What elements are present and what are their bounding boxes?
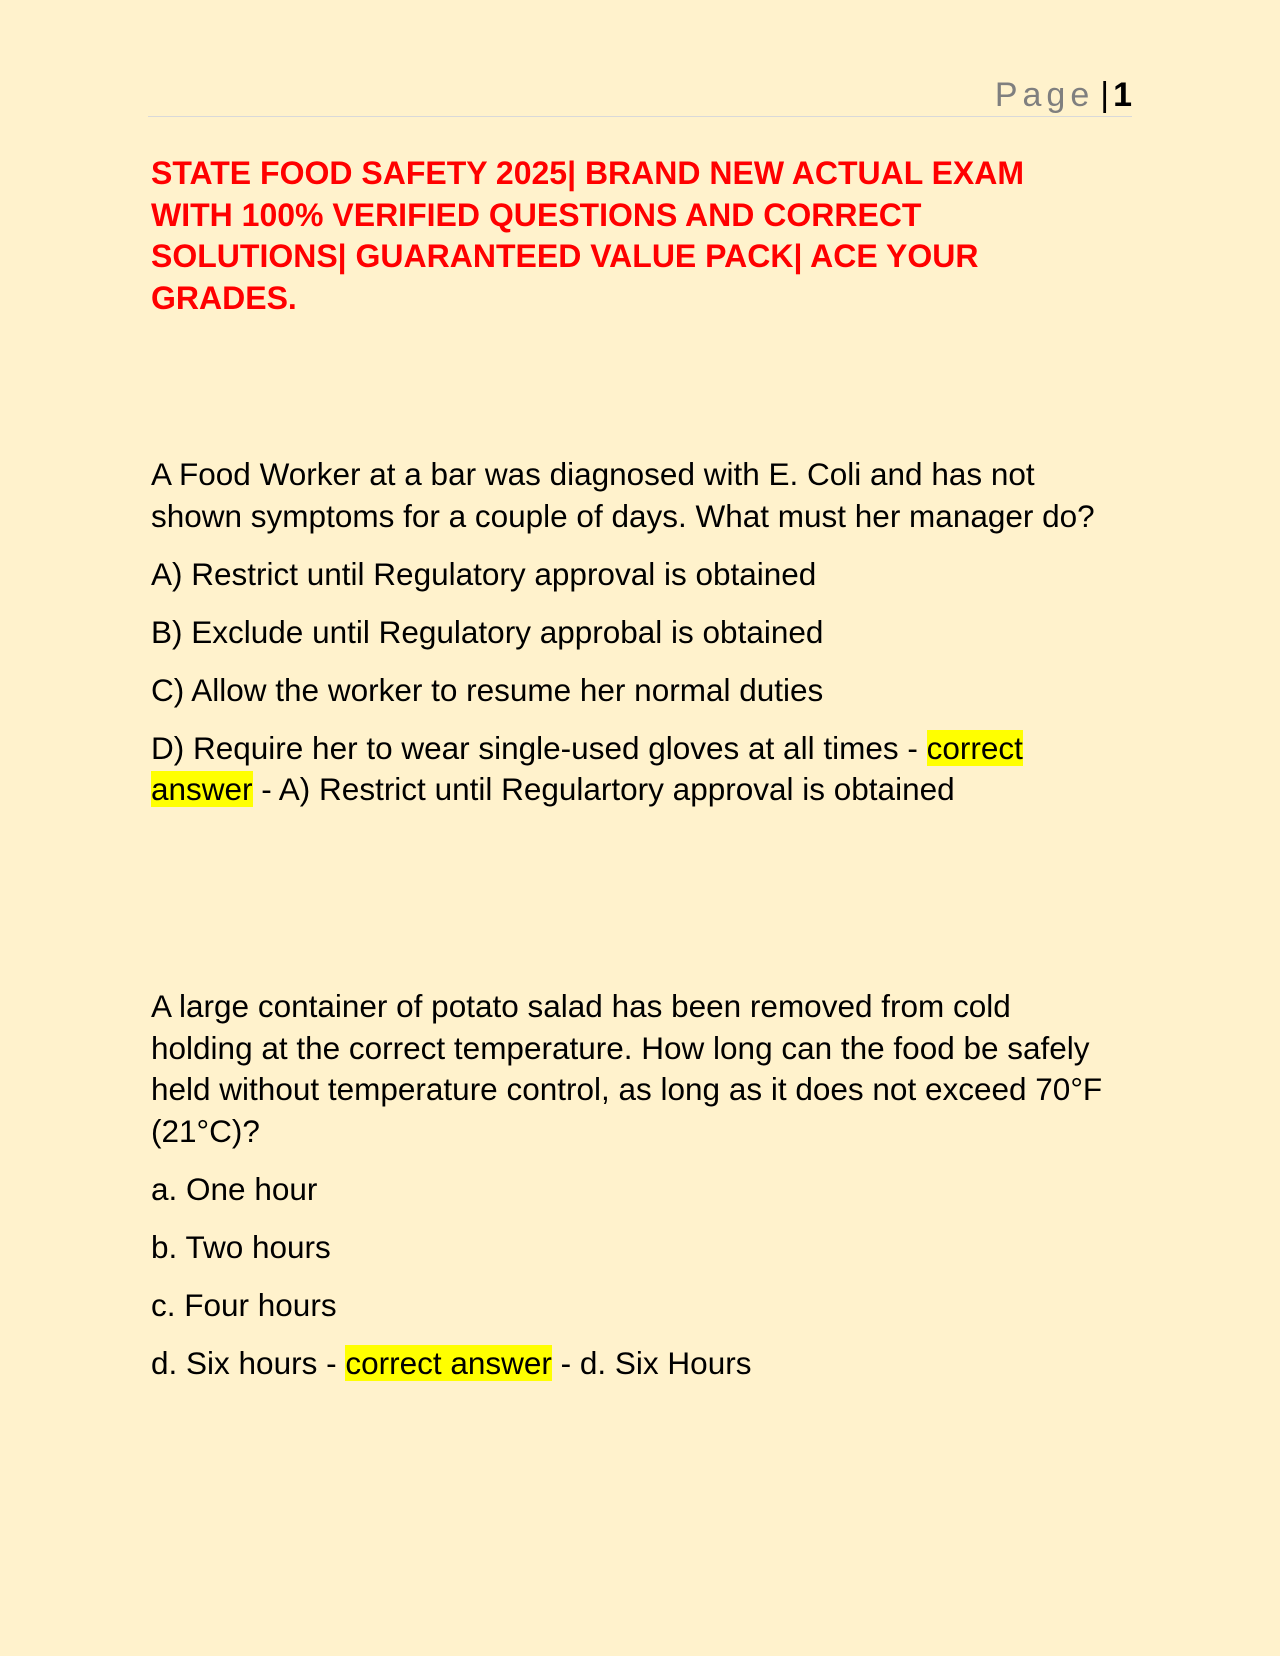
question-block-1 bbox=[151, 454, 1111, 811]
correct-answer-highlight: correct answer bbox=[345, 1344, 552, 1381]
page-number-label bbox=[995, 74, 1132, 116]
option-a: a. One hour bbox=[151, 1170, 318, 1207]
correct-answer-highlight: correct answer bbox=[151, 729, 1023, 807]
answer-options bbox=[151, 1169, 1111, 1385]
question-text: A Food Worker at a bar was diagnosed with E. Coli and has not shown symptoms for a couple of days. What must her manager do? bbox=[151, 456, 1095, 534]
option-d: d. Six hours - bbox=[151, 1344, 346, 1381]
option-a: A) Restrict until Regulatory approval is obtained bbox=[151, 555, 817, 592]
page-header bbox=[148, 74, 1132, 117]
option-b: B) Exclude until Regulatory approbal is obtained bbox=[151, 613, 824, 650]
page-number: 1 bbox=[1113, 76, 1132, 114]
option-d-with-answer bbox=[151, 1343, 1111, 1385]
page-separator: | bbox=[1100, 76, 1110, 114]
answer-options bbox=[151, 554, 1111, 811]
document-title: STATE FOOD SAFETY 2025| BRAND NEW ACTUAL EXAM WITH 100% VERIFIED QUESTIONS AND CORRECT SOLUTIONS| GUARANTEED VALUE PACK| ACE YOUR GRADES. bbox=[151, 155, 1025, 316]
page-word: Page bbox=[994, 76, 1095, 114]
question-text: A large container of potato salad has been removed from cold holding at the correct temperature. How long can the food be safely held without temperature control, as long as it does not exceed 70°F (21°C)? bbox=[151, 988, 1103, 1149]
option-d-with-answer bbox=[151, 728, 1111, 811]
option-c: C) Allow the worker to resume her normal duties bbox=[151, 671, 824, 708]
correct-answer-text: - A) Restrict until Regulartory approval is obtained bbox=[252, 771, 955, 807]
option-d: D) Require her to wear single-used gloves at all times - bbox=[151, 729, 927, 766]
question-block-2 bbox=[151, 986, 1111, 1384]
correct-answer-text: - d. Six Hours bbox=[551, 1344, 752, 1381]
option-c: c. Four hours bbox=[151, 1286, 337, 1323]
option-b: b. Two hours bbox=[151, 1228, 331, 1265]
